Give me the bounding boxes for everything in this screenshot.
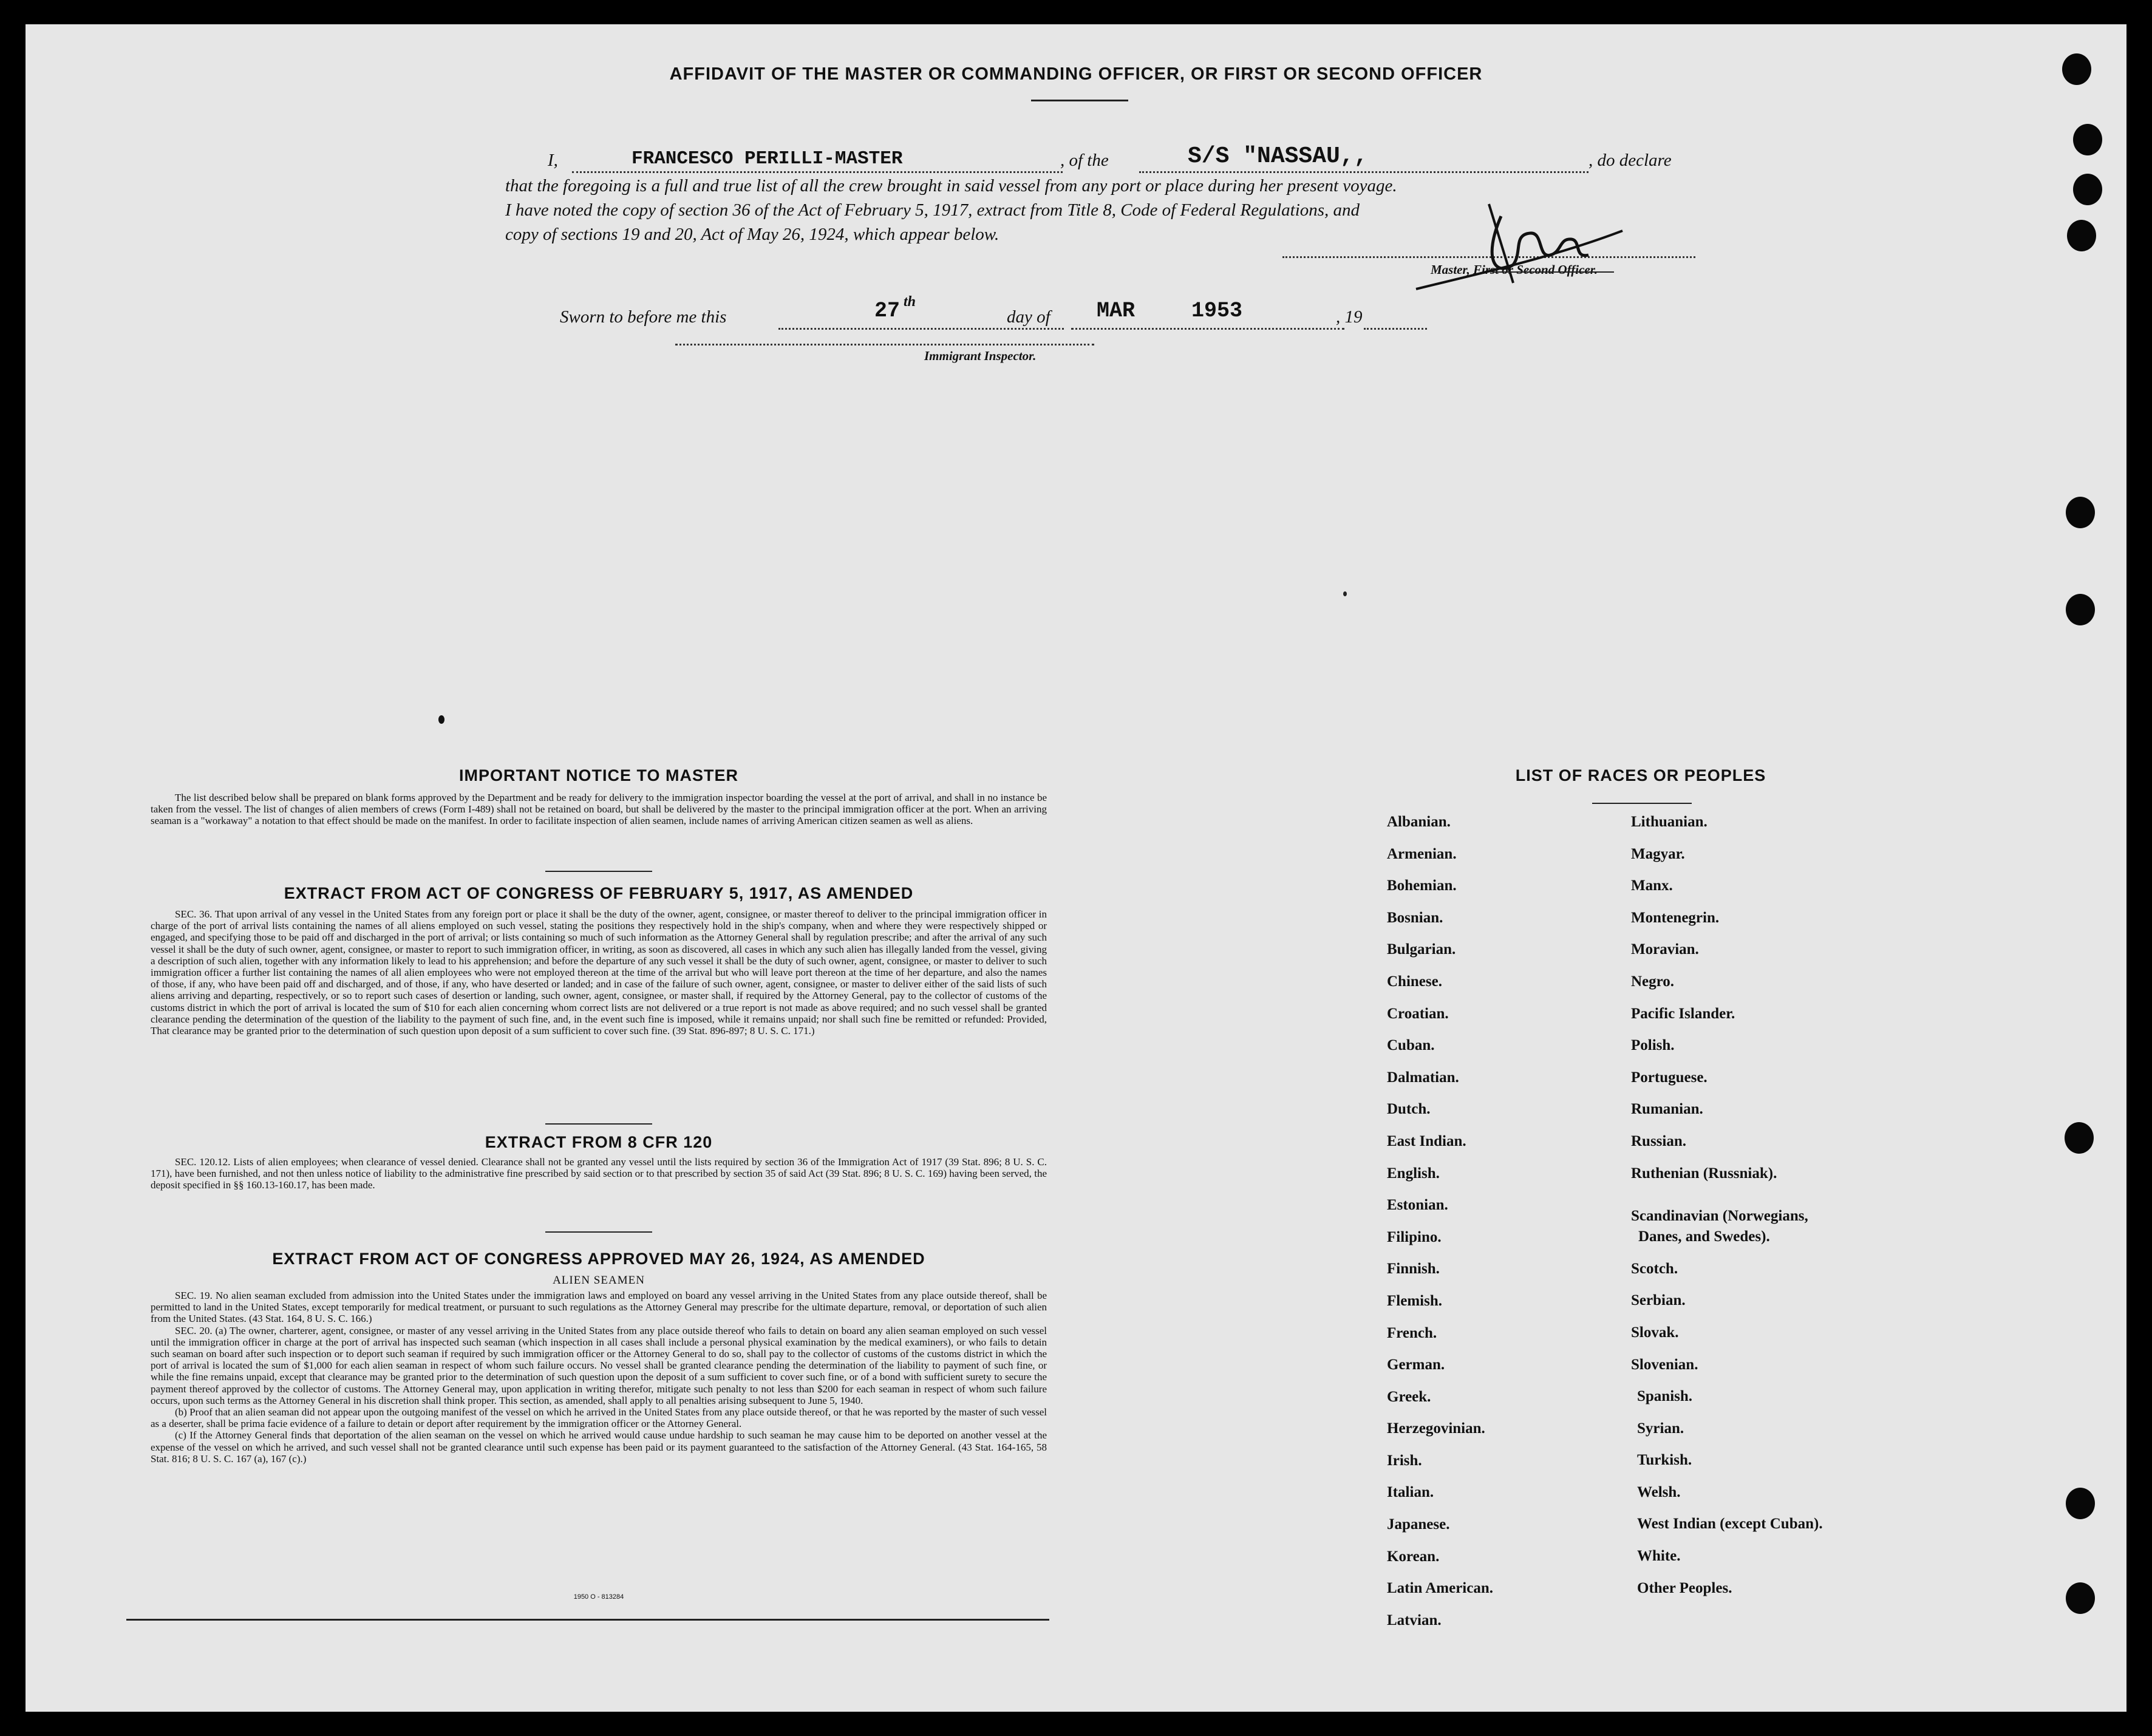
race-item: Moravian. xyxy=(1631,941,1699,958)
sworn-day-line xyxy=(778,328,1064,330)
race-item: Pacific Islander. xyxy=(1631,1005,1735,1022)
declaration-of-the: , of the xyxy=(1060,151,1109,170)
punch-hole xyxy=(2066,594,2095,625)
race-item: Irish. xyxy=(1387,1452,1422,1469)
race-item: Korean. xyxy=(1387,1548,1440,1565)
sworn-day-of: day of xyxy=(1007,307,1050,327)
master-name: FRANCESCO PERILLI-MASTER xyxy=(632,148,903,169)
race-item: Greek. xyxy=(1387,1388,1431,1405)
section-20a-paragraph: SEC. 20. (a) The owner, charterer, agent, consignee, or master of any vessel arriving in the United States from any place outside thereof who fails to detain on board any alien seaman employed on such vessel until the immigration officer in charge at the port of arrival has inspected such seaman (which inspection in all cases shall include a personal physical examination by the medical examiners), or who fails to detain such seaman on board after such inspection or to deport such seaman if required by such immigration officer or the Attorney General to do so, shall pay to the collector of customs of the customs district in which the port of arrival is located the sum of $1,000 for each alien seaman in respect of whom such failure occurs. No vessel shall be granted clearance pending the determination of the liability to payment of such fine, or while the fine remains unpaid, except that clearance may be granted prior to the determination of such question upon the deposit of a sum sufficient to cover such fine, or of a bond with sufficient surety to secure the payment thereof approved by the collector of customs. The Attorney General may, upon application in writing therefor, mitigate such penalty to not less than $200 for each seaman in respect of whom such failure occurs, upon such terms as the Attorney General in his discretion shall think proper. This section, as amended, shall apply to all penalties arising subsequent to June 5, 1940. xyxy=(151,1324,1047,1406)
extract-1924-title: EXTRACT FROM ACT OF CONGRESS APPROVED MAY 26, 1924, AS AMENDED xyxy=(272,1250,925,1268)
strike-second-officer xyxy=(1534,271,1614,273)
races-divider xyxy=(1592,803,1692,804)
race-item: Spanish. xyxy=(1637,1388,1693,1405)
races-title: LIST OF RACES OR PEOPLES xyxy=(1515,766,1766,785)
race-item: Manx. xyxy=(1631,877,1673,894)
declaration-prefix: I, xyxy=(548,151,558,170)
race-item: Negro. xyxy=(1631,973,1675,990)
race-item: Bosnian. xyxy=(1387,909,1443,926)
sworn-day: 27 xyxy=(874,299,901,323)
inspector-label: Immigrant Inspector. xyxy=(924,349,1037,363)
race-item: Filipino. xyxy=(1387,1228,1442,1245)
sworn-month-line xyxy=(1071,328,1344,330)
race-item: Turkish. xyxy=(1637,1452,1692,1469)
extract-cfr-divider xyxy=(545,1231,652,1233)
race-item: White. xyxy=(1637,1548,1681,1565)
race-item: Cuban. xyxy=(1387,1037,1435,1054)
vessel-name: S/S "NASSAU,, xyxy=(1188,143,1368,169)
race-item: Finnish. xyxy=(1387,1261,1440,1278)
sworn-year-stamp: 1953 xyxy=(1191,299,1243,323)
race-item: Herzegovinian. xyxy=(1387,1420,1485,1437)
race-item: Flemish. xyxy=(1387,1292,1442,1309)
declaration-line-3: I have noted the copy of section 36 of the Act of February 5, 1917, extract from Title 8, Code of Federal Regulations, and xyxy=(505,200,1360,220)
race-item: Italian. xyxy=(1387,1484,1434,1501)
race-item: Japanese. xyxy=(1387,1516,1450,1533)
vessel-fill-line xyxy=(1139,171,1588,173)
race-item: Portuguese. xyxy=(1631,1069,1708,1086)
race-item: Latvian. xyxy=(1387,1612,1442,1629)
section-20c-paragraph: (c) If the Attorney General finds that deportation of the alien seaman on the vessel on which he arrived would cause undue hardship to such seaman he may cause him to be deported on another vessel at the expense of the vessel on which he arrived, and such vessel shall not be granted clearance until such expense has been paid or its payment guaranteed to the satisfaction of the Attorney General. (43 Stat. 164-165, 58 Stat. 816; 8 U. S. C. 167 (a), 167 (c).) xyxy=(151,1429,1047,1465)
race-item: Slovenian. xyxy=(1631,1356,1698,1373)
race-item: Serbian. xyxy=(1631,1292,1686,1309)
ink-speck xyxy=(1343,591,1347,596)
races-column-2 xyxy=(1631,814,1947,1612)
affidavit-title: AFFIDAVIT OF THE MASTER OR COMMANDING OFFICER, OR FIRST OR SECOND OFFICER xyxy=(669,64,1483,84)
signature-role-label: Master, First or Second Officer. xyxy=(1431,262,1598,277)
declaration-line-4: copy of sections 19 and 20, Act of May 26, 1924, which appear below. xyxy=(505,225,999,244)
punch-hole xyxy=(2066,1582,2095,1614)
race-item: Armenian. xyxy=(1387,845,1457,862)
race-item: Lithuanian. xyxy=(1631,814,1708,830)
race-item: Slovak. xyxy=(1631,1324,1679,1341)
race-item: Rumanian. xyxy=(1631,1101,1703,1118)
race-item: Russian. xyxy=(1631,1132,1687,1149)
race-item: Albanian. xyxy=(1387,814,1451,830)
master-signature xyxy=(1392,192,1647,301)
punch-hole xyxy=(2073,174,2102,205)
declaration-suffix: , do declare xyxy=(1588,151,1672,170)
punch-hole xyxy=(2065,1122,2094,1154)
extract-cfr-title: EXTRACT FROM 8 CFR 120 xyxy=(485,1133,713,1151)
punch-hole xyxy=(2073,124,2102,155)
inspector-signature-line xyxy=(675,344,1094,345)
sworn-year-line xyxy=(1364,328,1427,330)
punch-hole xyxy=(2067,220,2096,251)
race-item: Danes, and Swedes). xyxy=(1638,1228,1770,1245)
race-item: Chinese. xyxy=(1387,973,1442,990)
race-item: Croatian. xyxy=(1387,1005,1449,1022)
extract-1924-body xyxy=(151,1290,1047,1465)
race-item: Welsh. xyxy=(1637,1483,1681,1500)
section-19-paragraph: SEC. 19. No alien seaman excluded from admission into the United States under the immigration laws and employed on board any vessel arriving in the United States from any place outside thereof, shall be permitted to land in the United States, except temporarily for medical treatment, or pursuant to such regulations as the Attorney General may prescribe for the ultimate departure, removal, or deportation of such alien from the United States. (43 Stat. 164, 8 U. S. C. 166.) xyxy=(151,1290,1047,1325)
ink-speck xyxy=(438,715,444,724)
punch-hole xyxy=(2066,497,2095,528)
race-item: East Indian. xyxy=(1387,1132,1466,1149)
notice-text: The list described below shall be prepared on blank forms approved by the Department and be ready for delivery to the immigration inspector boarding the vessel at the port of arrival, and shall in no instance be taken from the vessel. The list of changes of alien members of crews (Form I-489) shall not be retained on board, but shall be delivered by the master to the principal immigration officer at the port. When an arriving seaman is a "workaway" a notation to that effect should be made on the manifest. In order to facilitate inspection of alien seamen, include names of arriving American citizen seamen as well as aliens. xyxy=(151,792,1047,827)
race-item: Other Peoples. xyxy=(1637,1579,1732,1596)
race-item: Bohemian. xyxy=(1387,877,1457,894)
sworn-year-prefix: , 19 xyxy=(1336,307,1363,327)
race-item: Ruthenian (Russniak). xyxy=(1631,1165,1777,1182)
alien-seamen-subtitle: ALIEN SEAMEN xyxy=(553,1274,645,1287)
race-item: Latin American. xyxy=(1387,1580,1493,1597)
race-item: Estonian. xyxy=(1387,1197,1448,1214)
race-item: Dutch. xyxy=(1387,1101,1431,1118)
race-item: Dalmatian. xyxy=(1387,1069,1459,1086)
punch-hole xyxy=(2062,53,2091,85)
section-20b-paragraph: (b) Proof that an alien seaman did not appear upon the outgoing manifest of the vessel on which he arrived in the United States from any place outside thereof, or that he was reported by the master of such vessel as a deserter, shall be prima facie evidence of a failure to detain or deport after requirement by the immigration officer or the Attorney General. xyxy=(151,1406,1047,1430)
extract-cfr-text: SEC. 120.12. Lists of alien employees; when clearance of vessel denied. Clearance shall not be granted any vessel until the lists required by section 36 of the Immigration Act of 1917 (39 Stat. 896; 8 U. S. C. 171), have been furnished, and not then unless notice of liability to the administrative fine prescribed by said section or to that prescribed by section 35 of said Act (39 Stat. 896; 8 U. S. C. 169) having been served, the deposit specified in §§ 160.13-160.17, has been made. xyxy=(151,1156,1047,1191)
race-item: Magyar. xyxy=(1631,845,1685,862)
race-item: German. xyxy=(1387,1356,1445,1373)
race-item: Polish. xyxy=(1631,1037,1675,1054)
extract-1917-title: EXTRACT FROM ACT OF CONGRESS OF FEBRUARY 5, 1917, AS AMENDED xyxy=(284,884,914,902)
punch-hole xyxy=(2066,1488,2095,1519)
sworn-day-suffix: th xyxy=(904,294,916,310)
race-item: Syrian. xyxy=(1637,1420,1684,1437)
extract-1917-text: SEC. 36. That upon arrival of any vessel in the United States from any foreign port or place it shall be the duty of the owner, agent, consignee, or master thereof to deliver to the principal immigration officer in charge of the port of arrival lists containing the names of all aliens employed on such vessel, stating the positions they respectively hold in the ship's company, when and where they were respectively shipped or engaged, and specifying those to be paid off and discharged in the port of arrival; or lists containing so much of such information as the Attorney General shall by regulation prescribe; and after the arrival of any such vessel it shall be the duty of such owner, agent, consignee, or master to report to such immigration officer, in writing, as soon as discovered, all cases in which any such alien has illegally landed from the vessel, giving a description of such alien, together with any information likely to lead to his apprehension; and before the departure of any such vessel it shall be the duty of such owner, agent, consignee, or master to deliver to such immigration officer a further list containing the names of all alien employees who were not employed thereon at the time of the arrival but who will leave port thereon at the time of her departure, and also the names of those, if any, who have been paid off and discharged, and of those, if any, who have deserted or landed; and in case of the failure of such owner, agent, consignee, or master to deliver either of the said lists of such aliens arriving and departing, respectively, or so to report such cases of desertion or landing, such owner, agent, consignee, or master shall, if required by the Attorney General, pay to the collector of customs of the customs district in which the port of arrival is located the sum of $10 for each alien concerning whom correct lists are not delivered or a true report is not made as above required; and no such vessel shall be granted clearance pending the determination of the question of the liability to the payment of such fine, and, in the event such fine is imposed, while it remains unpaid; nor shall such fine be remitted or refunded: Provided, That clearance may be granted prior to the determination of such question upon deposit of a sum sufficient to cover such fine. (39 Stat. 896-897; 8 U. S. C. 171.) xyxy=(151,908,1047,1037)
race-item: English. xyxy=(1387,1165,1440,1182)
notice-divider xyxy=(545,871,652,872)
extract-1917-divider xyxy=(545,1123,652,1125)
sworn-month: MAR xyxy=(1097,299,1136,323)
print-code: 1950 O - 813284 xyxy=(573,1593,624,1601)
race-item: Bulgarian. xyxy=(1387,941,1456,958)
title-divider xyxy=(1031,100,1128,101)
races-column-1 xyxy=(1387,814,1618,1644)
race-item: Scandinavian (Norwegians, xyxy=(1631,1208,1808,1225)
notice-title: IMPORTANT NOTICE TO MASTER xyxy=(459,766,738,785)
name-fill-line xyxy=(572,171,1063,173)
declaration-line-2: that the foregoing is a full and true list of all the crew brought in said vessel from any port or place during her present voyage. xyxy=(505,176,1397,196)
document-page xyxy=(26,24,2126,1712)
sworn-label: Sworn to before me this xyxy=(560,307,727,327)
race-item: French. xyxy=(1387,1324,1437,1341)
race-item: Montenegrin. xyxy=(1631,909,1720,926)
race-item: Scotch. xyxy=(1631,1260,1678,1277)
bottom-rule xyxy=(126,1619,1049,1621)
race-item: West Indian (except Cuban). xyxy=(1637,1516,1823,1533)
